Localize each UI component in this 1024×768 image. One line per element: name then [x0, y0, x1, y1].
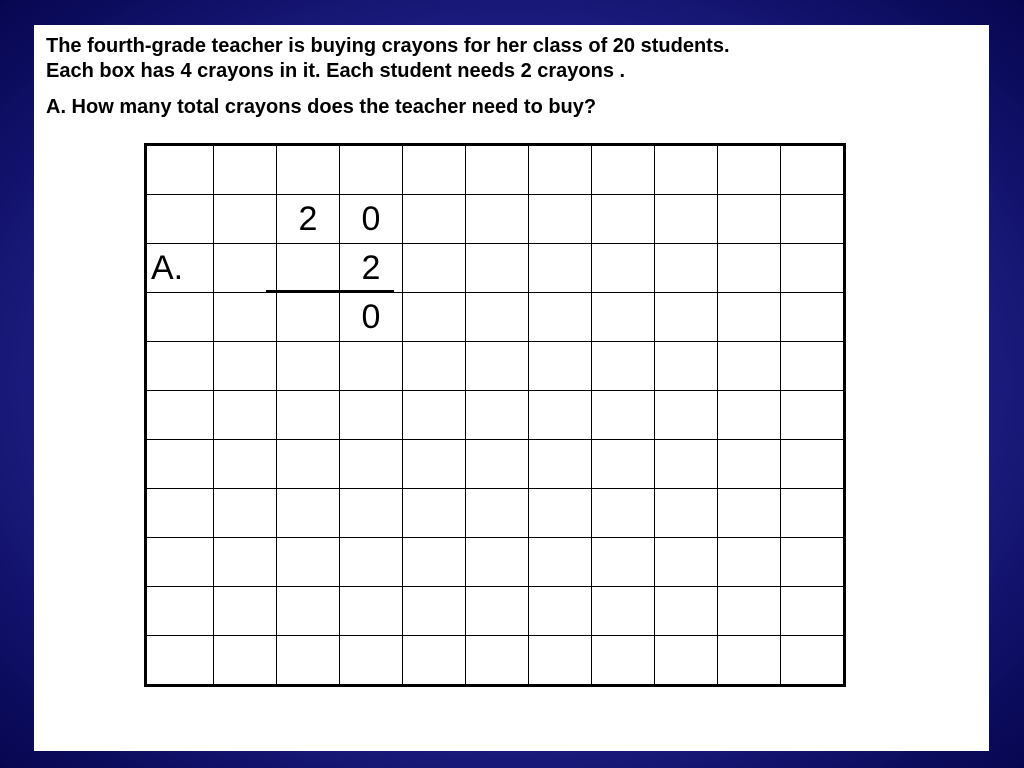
grid-cell	[340, 440, 403, 489]
grid-cell	[277, 391, 340, 440]
grid-cell	[466, 293, 529, 342]
grid-cell	[718, 489, 781, 538]
multiplication-underline	[266, 290, 394, 292]
grid-cell	[529, 440, 592, 489]
grid-cell	[214, 195, 277, 244]
grid-cell	[592, 342, 655, 391]
grid-cell	[592, 293, 655, 342]
grid-cell	[466, 342, 529, 391]
grid-cell	[403, 587, 466, 636]
grid-cell	[214, 489, 277, 538]
grid-cell	[718, 587, 781, 636]
grid-cell	[466, 636, 529, 686]
grid-cell	[277, 293, 340, 342]
grid-cell	[146, 440, 214, 489]
grid-cell	[718, 244, 781, 293]
grid-cell	[214, 440, 277, 489]
grid-cell: A.	[146, 244, 214, 293]
grid-cell	[592, 489, 655, 538]
grid-cell	[529, 145, 592, 195]
slide-panel	[34, 25, 989, 751]
grid-cell	[214, 244, 277, 293]
grid-cell	[592, 440, 655, 489]
grid-cell	[655, 489, 718, 538]
grid-cell	[718, 636, 781, 686]
grid-cell	[466, 538, 529, 587]
grid-cell	[403, 195, 466, 244]
grid-cell	[529, 195, 592, 244]
grid-cell	[655, 440, 718, 489]
work-grid	[144, 143, 846, 687]
grid-row	[146, 391, 845, 440]
grid-cell	[781, 145, 845, 195]
grid-cell	[146, 293, 214, 342]
grid-cell	[781, 293, 845, 342]
grid-cell: 2	[340, 244, 403, 293]
grid-cell	[146, 587, 214, 636]
grid-row	[146, 587, 845, 636]
grid-cell: 2	[277, 195, 340, 244]
grid-cell	[655, 538, 718, 587]
grid-cell	[781, 195, 845, 244]
grid-cell	[592, 195, 655, 244]
grid-cell	[146, 195, 214, 244]
grid-row	[146, 145, 845, 195]
grid-cell	[340, 538, 403, 587]
grid-cell	[655, 587, 718, 636]
grid-cell	[146, 636, 214, 686]
grid-cell	[466, 489, 529, 538]
grid-cell	[781, 636, 845, 686]
grid-cell	[277, 538, 340, 587]
grid-cell	[655, 636, 718, 686]
grid-cell	[781, 538, 845, 587]
grid-cell	[214, 145, 277, 195]
grid-cell	[655, 391, 718, 440]
grid-cell	[340, 391, 403, 440]
grid-cell	[403, 244, 466, 293]
grid-cell	[718, 391, 781, 440]
problem-line-1: The fourth-grade teacher is buying crayons for her class of 20 students.	[46, 35, 730, 57]
grid-cell	[529, 391, 592, 440]
grid-cell	[277, 489, 340, 538]
grid-cell	[718, 145, 781, 195]
problem-line-2: Each box has 4 crayons in it. Each student needs 2 crayons .	[46, 60, 626, 82]
grid-row	[146, 244, 845, 293]
grid-cell	[340, 489, 403, 538]
grid-cell	[529, 293, 592, 342]
grid-row	[146, 538, 845, 587]
grid-cell	[277, 244, 340, 293]
grid-cell	[655, 342, 718, 391]
grid-cell	[403, 391, 466, 440]
grid-cell	[592, 244, 655, 293]
grid-cell	[655, 293, 718, 342]
grid-cell	[466, 145, 529, 195]
grid-cell	[592, 538, 655, 587]
grid-row	[146, 636, 845, 686]
grid-cell	[655, 145, 718, 195]
grid-cell	[403, 342, 466, 391]
grid-cell: 0	[340, 195, 403, 244]
grid-cell	[529, 244, 592, 293]
grid-cell	[277, 342, 340, 391]
grid-cell	[781, 391, 845, 440]
grid-cell	[529, 489, 592, 538]
question-a: A. How many total crayons does the teacher need to buy?	[46, 96, 597, 118]
grid-cell	[277, 587, 340, 636]
grid-cell	[277, 636, 340, 686]
problem-statement	[46, 34, 730, 84]
grid-cell	[529, 587, 592, 636]
grid-cell	[466, 440, 529, 489]
grid-cell	[718, 440, 781, 489]
grid-cell	[214, 538, 277, 587]
grid-cell	[718, 342, 781, 391]
grid-cell	[146, 145, 214, 195]
grid-cell	[403, 293, 466, 342]
grid-cell	[146, 489, 214, 538]
grid-cell	[277, 145, 340, 195]
grid-cell	[403, 489, 466, 538]
grid-cell	[146, 342, 214, 391]
grid-cell	[781, 440, 845, 489]
grid-cell	[146, 538, 214, 587]
grid-cell	[529, 342, 592, 391]
grid-row	[146, 195, 845, 244]
grid-cell	[781, 587, 845, 636]
grid-cell	[214, 587, 277, 636]
grid-cell	[214, 636, 277, 686]
grid-cell	[592, 145, 655, 195]
grid-cell	[146, 391, 214, 440]
grid-cell	[466, 195, 529, 244]
grid-cell	[781, 244, 845, 293]
grid-row	[146, 440, 845, 489]
grid-cell	[718, 538, 781, 587]
grid-cell	[214, 342, 277, 391]
grid-cell	[340, 342, 403, 391]
grid-cell	[466, 587, 529, 636]
grid-cell	[529, 636, 592, 686]
grid-row	[146, 293, 845, 342]
grid-cell	[403, 145, 466, 195]
grid-cell	[592, 587, 655, 636]
grid-row	[146, 342, 845, 391]
grid-cell	[718, 293, 781, 342]
grid-cell	[403, 636, 466, 686]
grid-cell: 0	[340, 293, 403, 342]
grid-cell	[781, 342, 845, 391]
grid-cell	[277, 440, 340, 489]
grid-cell	[214, 391, 277, 440]
grid-cell	[655, 244, 718, 293]
grid-cell	[340, 587, 403, 636]
grid-row	[146, 489, 845, 538]
grid-cell	[655, 195, 718, 244]
grid-cell	[340, 636, 403, 686]
grid-cell	[340, 145, 403, 195]
grid-cell	[781, 489, 845, 538]
grid-cell	[403, 440, 466, 489]
grid-cell	[592, 391, 655, 440]
grid-cell	[466, 391, 529, 440]
grid-cell	[403, 538, 466, 587]
grid-cell	[592, 636, 655, 686]
grid-cell	[529, 538, 592, 587]
grid-cell	[718, 195, 781, 244]
grid-cell	[214, 293, 277, 342]
grid-cell	[466, 244, 529, 293]
